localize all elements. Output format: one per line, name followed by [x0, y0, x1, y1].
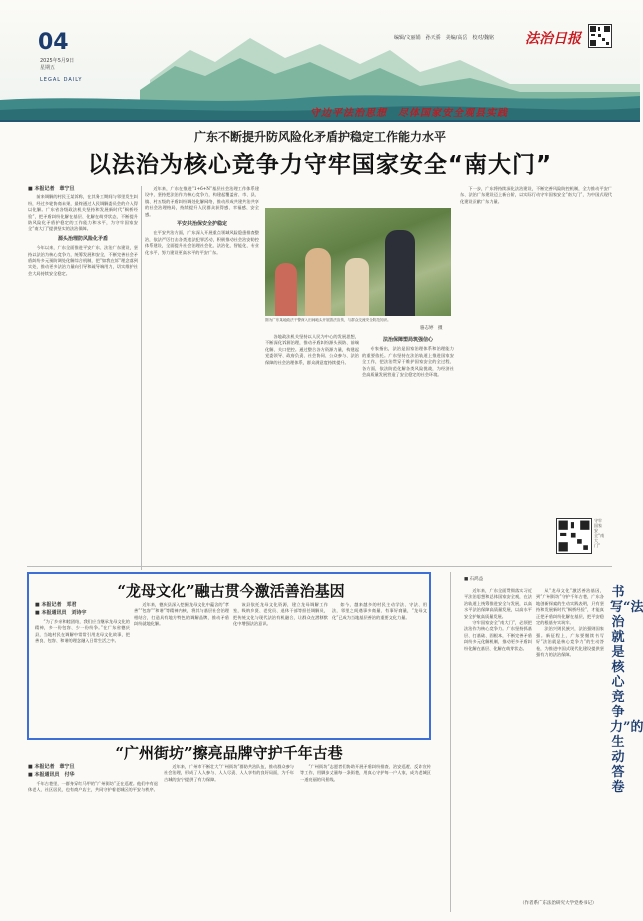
photo-figure	[305, 248, 331, 316]
lead-section-heading: 法治保障塑局筑强信心	[382, 337, 433, 343]
article-2-column-1	[28, 764, 158, 914]
lead-paragraph: 下一步，广东将持续深化法治建设，不断完善风险防控机制，全力推动平安广东、法治广东建设迈上新台阶，以实际行动守牢国家安全“南大门”，为中国式现代化建设贡献广东力量。	[460, 186, 612, 204]
lead-section-heading: 平安共治保安全护稳定	[176, 221, 227, 228]
issue-date	[40, 58, 74, 72]
lead-column-4	[362, 334, 454, 570]
editors-credit: 编辑/文丽娟 孙天骄 美编/高岳 校对/魏铭	[394, 35, 495, 41]
article-2-byline: ■ 本报记者 章宁旦	[28, 764, 75, 770]
box-paragraph: 近年来，德庆县深入挖掘龙母文化中蕴含的“孝善”“包容”“和谐”等精神内核，将其与基层社会治理相结合，打造具有地方特色的调解品牌，推动矛盾纠纷就地化解。	[134, 602, 229, 627]
box-column-1	[35, 602, 130, 736]
photo-figure	[385, 230, 415, 316]
article-2-column-2	[164, 764, 294, 914]
photo-figure	[345, 258, 369, 316]
lead-subheadline: 广东不断提升防风险化矛盾护稳定工作能力水平	[193, 130, 446, 144]
column-divider	[141, 186, 142, 570]
box-byline: ■ 本报记者 邓君	[35, 602, 77, 608]
box-byline: ■ 本报通讯员 刘诗宇	[35, 610, 87, 617]
date-line: 2025年5月9日	[40, 58, 75, 64]
lead-section-heading: 源头治理防风险化矛盾	[57, 235, 108, 242]
article-2-headline: “广州街坊”擦亮品牌守护千年古巷	[115, 744, 343, 762]
section-divider	[27, 566, 612, 567]
box-column-2	[134, 602, 229, 736]
article-2-paragraph: “广州街坊”志愿者们协助开展矛盾纠纷排查、治安巡逻、反诈宣传等工作，用脚步丈量每一条街巷，用真心守护每一户人家，成为老城区一道亮丽的风景线。	[300, 764, 431, 782]
article-2-column-3	[300, 764, 431, 914]
photo-credit: 骆志婷 摄	[420, 326, 443, 331]
box-column-4	[332, 602, 427, 736]
lead-column-5	[460, 186, 612, 512]
qr-code-icon	[588, 24, 612, 48]
box-paragraph: 该县依托龙母文化资源，建立龙母调解工作室，吸纳乡贤、老党员、退休干部等担任调解员，把传统文化与现代法治有机融合，让群众在潜移默化中增强法治意识。	[233, 602, 328, 627]
lead-paragraph: 近年来，广东在推进“1+6+N”基层社会治理工作体系建设中，坚持把法治作为核心竞争力，构建起覆盖省、市、县、镇、村五级的矛盾纠纷调处化解网络，推动形成共建共治共享的社会治理格局，持续提升人民群众获得感、幸福感、安全感。	[145, 186, 259, 217]
box-column-3	[233, 602, 328, 736]
lead-column-3	[265, 334, 359, 570]
lead-paragraph: 前来调解的村民王某诉称，在其务工期间与邻里发生纠纷，经过多轮协商未果，最终通过人民调解委员会的介入得以化解。广东省各级政法机关坚持和发展新时代“枫桥经验”，把矛盾纠纷化解在基层、化解在萌芽状态，不断提升防风险化矛盾护稳定的工作能力和水平，为守牢国家安全“南大门”提供坚实的法治保障。	[28, 194, 138, 232]
masthead	[0, 0, 640, 122]
editorial-paragraph: 近年来，广东全面贯彻落实习近平法治思想和总体国家安全观，在法治轨道上统筹推进安全与发展，以高水平法治保障高质量发展，以高水平安全护航高质量发展。	[464, 588, 532, 619]
highlighted-article-box	[27, 572, 431, 740]
editorial-author: ■ 石鸿益	[464, 577, 484, 582]
article-2-byline: ■ 本报通讯员 付华	[28, 772, 75, 779]
editorial-paragraph: 守牢国家安全“南大门”，必须把法治作为核心竞争力。广东坚持抓基层、打基础、固根本，不断完善矛盾纠纷多元化解机制，推动更多矛盾纠纷化解在基层、化解在萌芽状态。	[464, 620, 532, 651]
lead-paragraph: 专家指出，法治是国家治理体系和治理能力的重要依托。广东坚持在法治轨道上推进国家安全工作，把法治贯穿于维护国家安全的全过程、各方面，依法防范化解各类风险挑战，为经济社会高质量发展营造了安全稳定的社会环境。	[362, 346, 454, 378]
box-paragraph: “为了乡亲和睦团结，我们应当继承龙母文化的精神，多一份包容、少一份纷争。”在广东省德庆县，当地村民在调解中常常引用龙母文化故事，把善良、包容、和谐的理念融入日常生活之中。	[35, 618, 130, 644]
photo-figure	[275, 263, 297, 316]
photo-caption: 图为广东某地政法干警深入田间地头开展普法宣传，与群众交流安全防范知识。	[265, 318, 391, 322]
lead-paragraph: 在平安共治方面，广东深入开展重点领域风险隐患排查整治，依法严厉打击各类违法犯罪活动，积极推动社会治安防控体系建设，全面提升社会治理社会化、法治化、智能化、专业化水平，努力建设更高水平的平安广东。	[145, 230, 259, 255]
newspaper-logo: 法治日报	[525, 31, 581, 47]
editorial-paragraph: 从“龙母文化”激活善治基因，到“广州街坊”守护千年古巷，广东各地创新探索的生动实践表明，只有坚持和发展新时代“枫桥经验”，才能真正把矛盾纠纷化解在基层，把平安稳定的根基夯实筑牢。	[536, 588, 604, 626]
page-number: 04	[38, 30, 69, 55]
editorial-source: （作者系广东法治研究大学党委书记）	[520, 901, 597, 906]
lead-byline: ■ 本报记者 章宁旦	[28, 186, 75, 192]
weekday-line: 星期五	[40, 65, 56, 71]
section-label: LEGAL DAILY	[40, 77, 83, 83]
editorial-column-1	[464, 588, 532, 894]
slogan: 守边平法治思想 尽体国家安全观县实践	[310, 108, 508, 119]
lead-column-1	[28, 186, 138, 570]
lead-paragraph: 各地政法机关坚持以人民为中心的发展思想，不断深化诉源治理，推动矛盾纠纷源头预防、前端化解、关口把控。通过整合各方资源力量，构建起党委领导、政府负责、社会协同、公众参与、法治保障的社会治理体系，群众满意度持续提升。	[265, 334, 359, 365]
editorial-column-2	[536, 588, 604, 894]
box-article-headline: “龙母文化”融古贯今激活善治基因	[117, 582, 345, 600]
qr-code-icon	[556, 518, 592, 554]
editorial-vertical-headline: 书写“法治就是核心竞争力”的生动答卷	[610, 585, 643, 795]
article-2-paragraph: 近年来，广州市不断壮大“广州街坊”群防共治队伍，推动群众参与社会治理，形成了人人参与、人人尽责、人人享有的良好局面，为千年古城的安宁提供了有力保障。	[164, 764, 294, 782]
qr-code-label: 守牢国家安全“南大门”	[594, 518, 605, 548]
lead-photo	[265, 208, 451, 316]
lead-paragraph: 今年以来，广东全面推进平安广东、法治广东建设，坚持以法治为核心竞争力，统筹发展和安全，不断完善社会矛盾纠纷多元预防调处化解综合机制，把“如我在诉”理念落到实处，推动更多法治力量向引导和疏导端用力，切实维护社会大局持续安全稳定。	[28, 245, 138, 276]
lead-column-2	[145, 186, 259, 570]
box-paragraph: 如今，越来越多的村民主动学法、守法、用法，邻里之间遇事多商量、有事好商量，“龙母文化”已成为当地基层善治的重要文化力量。	[332, 602, 427, 620]
article-2-paragraph: 千年古巷里，一群身穿红马甲的“广州街坊”正在巡逻。他们中有退休老人、社区居民，也有商户店主，共同守护着老城区的平安与秩序。	[28, 780, 158, 793]
lead-headline: 以法治为核心竞争力守牢国家安全“南大门”	[87, 152, 553, 178]
column-divider	[450, 572, 451, 912]
editorial-paragraph: 法治兴则民族兴，法治强则国家强。新征程上，广东要继续书写好“法治就是核心竞争力”的生动答卷，为推进中国式现代化建设提供坚强有力的法治保障。	[536, 626, 604, 658]
